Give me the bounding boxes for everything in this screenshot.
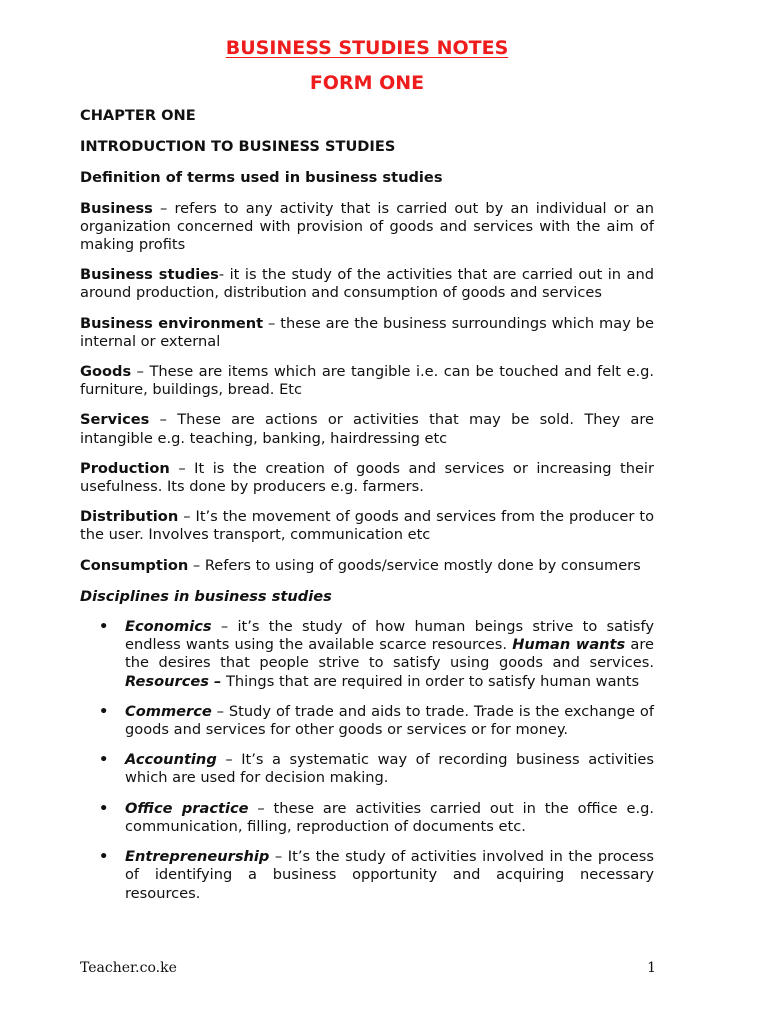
discipline-text: – Study of trade and aids to trade. Trade is the exchange of goods and services for other goods or services or for money. <box>125 702 654 739</box>
definition-term: Business <box>80 199 153 217</box>
definition-business-studies <box>80 266 654 302</box>
bullet-icon: • <box>99 618 109 636</box>
list-item-commerce <box>80 703 654 739</box>
definition-term: Goods <box>80 363 132 381</box>
definition-production <box>80 460 654 496</box>
discipline-term: Commerce <box>125 702 212 720</box>
definition-consumption <box>80 557 654 575</box>
definition-text: – Refers to using of goods/service mostly done by consumers <box>188 556 641 574</box>
page-number: 1 <box>647 960 656 976</box>
discipline-term: Entrepreneurship <box>125 848 270 866</box>
definition-term: Business environment <box>80 314 264 332</box>
bullet-icon: • <box>99 848 109 866</box>
definition-text: – refers to any activity that is carried out by an individual or an organization concerned with provision of goods and services with the aim of making profits <box>80 199 654 254</box>
bullet-icon: • <box>99 799 109 817</box>
page-content <box>80 36 654 915</box>
definition-text: – It’s the movement of goods and services from the producer to the user. Involves transport, communication etc <box>80 508 654 544</box>
discipline-term: Accounting <box>125 751 217 769</box>
section-heading: INTRODUCTION TO BUSINESS STUDIES <box>80 138 396 156</box>
bullet-icon: • <box>99 702 109 720</box>
definition-text: - it is the study of the activities that are carried out in and around production, distribution and consumption of goods and services <box>80 266 654 302</box>
list-item-accounting <box>80 751 654 787</box>
discipline-term: Economics <box>125 618 212 636</box>
discipline-term: Office practice <box>125 799 249 817</box>
disciplines-heading: Disciplines in business studies <box>80 587 332 605</box>
definition-distribution <box>80 508 654 544</box>
definition-text: – These are actions or activities that may be sold. They are intangible e.g. teaching, banking, hairdressing etc <box>80 411 654 447</box>
definition-term: Consumption <box>80 556 189 574</box>
discipline-term: Human wants <box>512 636 626 654</box>
footer-site: Teacher.co.ke <box>80 960 177 976</box>
list-item-office-practice <box>80 800 654 836</box>
discipline-term: Resources – <box>125 672 222 690</box>
discipline-text: – these are activities carried out in the office e.g. communication, filling, reproduction of documents etc. <box>125 799 654 835</box>
discipline-text: – It’s the study of activities involved in the process of identifying a business opportunity and acquiring necessary resources. <box>125 848 654 902</box>
definition-term: Business studies <box>80 266 219 284</box>
definition-text: – It is the creation of goods and services or increasing their usefulness. Its done by producers e.g. farmers. <box>80 459 654 496</box>
bullet-icon: • <box>99 751 109 769</box>
definition-term: Distribution <box>80 508 179 526</box>
discipline-text: – It’s a systematic way of recording business activities which are used for decision making. <box>125 751 654 787</box>
definition-text: – these are the business surroundings which may be internal or external <box>80 314 654 350</box>
list-item-entrepreneurship <box>80 848 654 903</box>
definitions-heading: Definition of terms used in business studies <box>80 169 443 187</box>
page-title: BUSINESS STUDIES NOTES <box>225 37 509 59</box>
discipline-text: – it’s the study of how human beings strive to satisfy endless wants using the available scarce resources. <box>125 618 654 654</box>
list-item-economics <box>80 618 654 691</box>
chapter-heading: CHAPTER ONE <box>80 107 196 124</box>
discipline-text: are the desires that people strive to satisfy using goods and services. <box>125 636 654 672</box>
page-subtitle: FORM ONE <box>309 72 425 94</box>
definition-services <box>80 411 654 447</box>
definition-term: Services <box>80 411 150 429</box>
definition-goods <box>80 363 654 399</box>
definition-business <box>80 200 654 255</box>
definition-text: – These are items which are tangible i.e. can be touched and felt e.g. furniture, buildings, bread. Etc <box>80 363 654 399</box>
definition-business-environment <box>80 315 654 351</box>
disciplines-list <box>80 618 654 903</box>
discipline-text: Things that are required in order to satisfy human wants <box>221 672 640 690</box>
definition-term: Production <box>80 459 170 477</box>
